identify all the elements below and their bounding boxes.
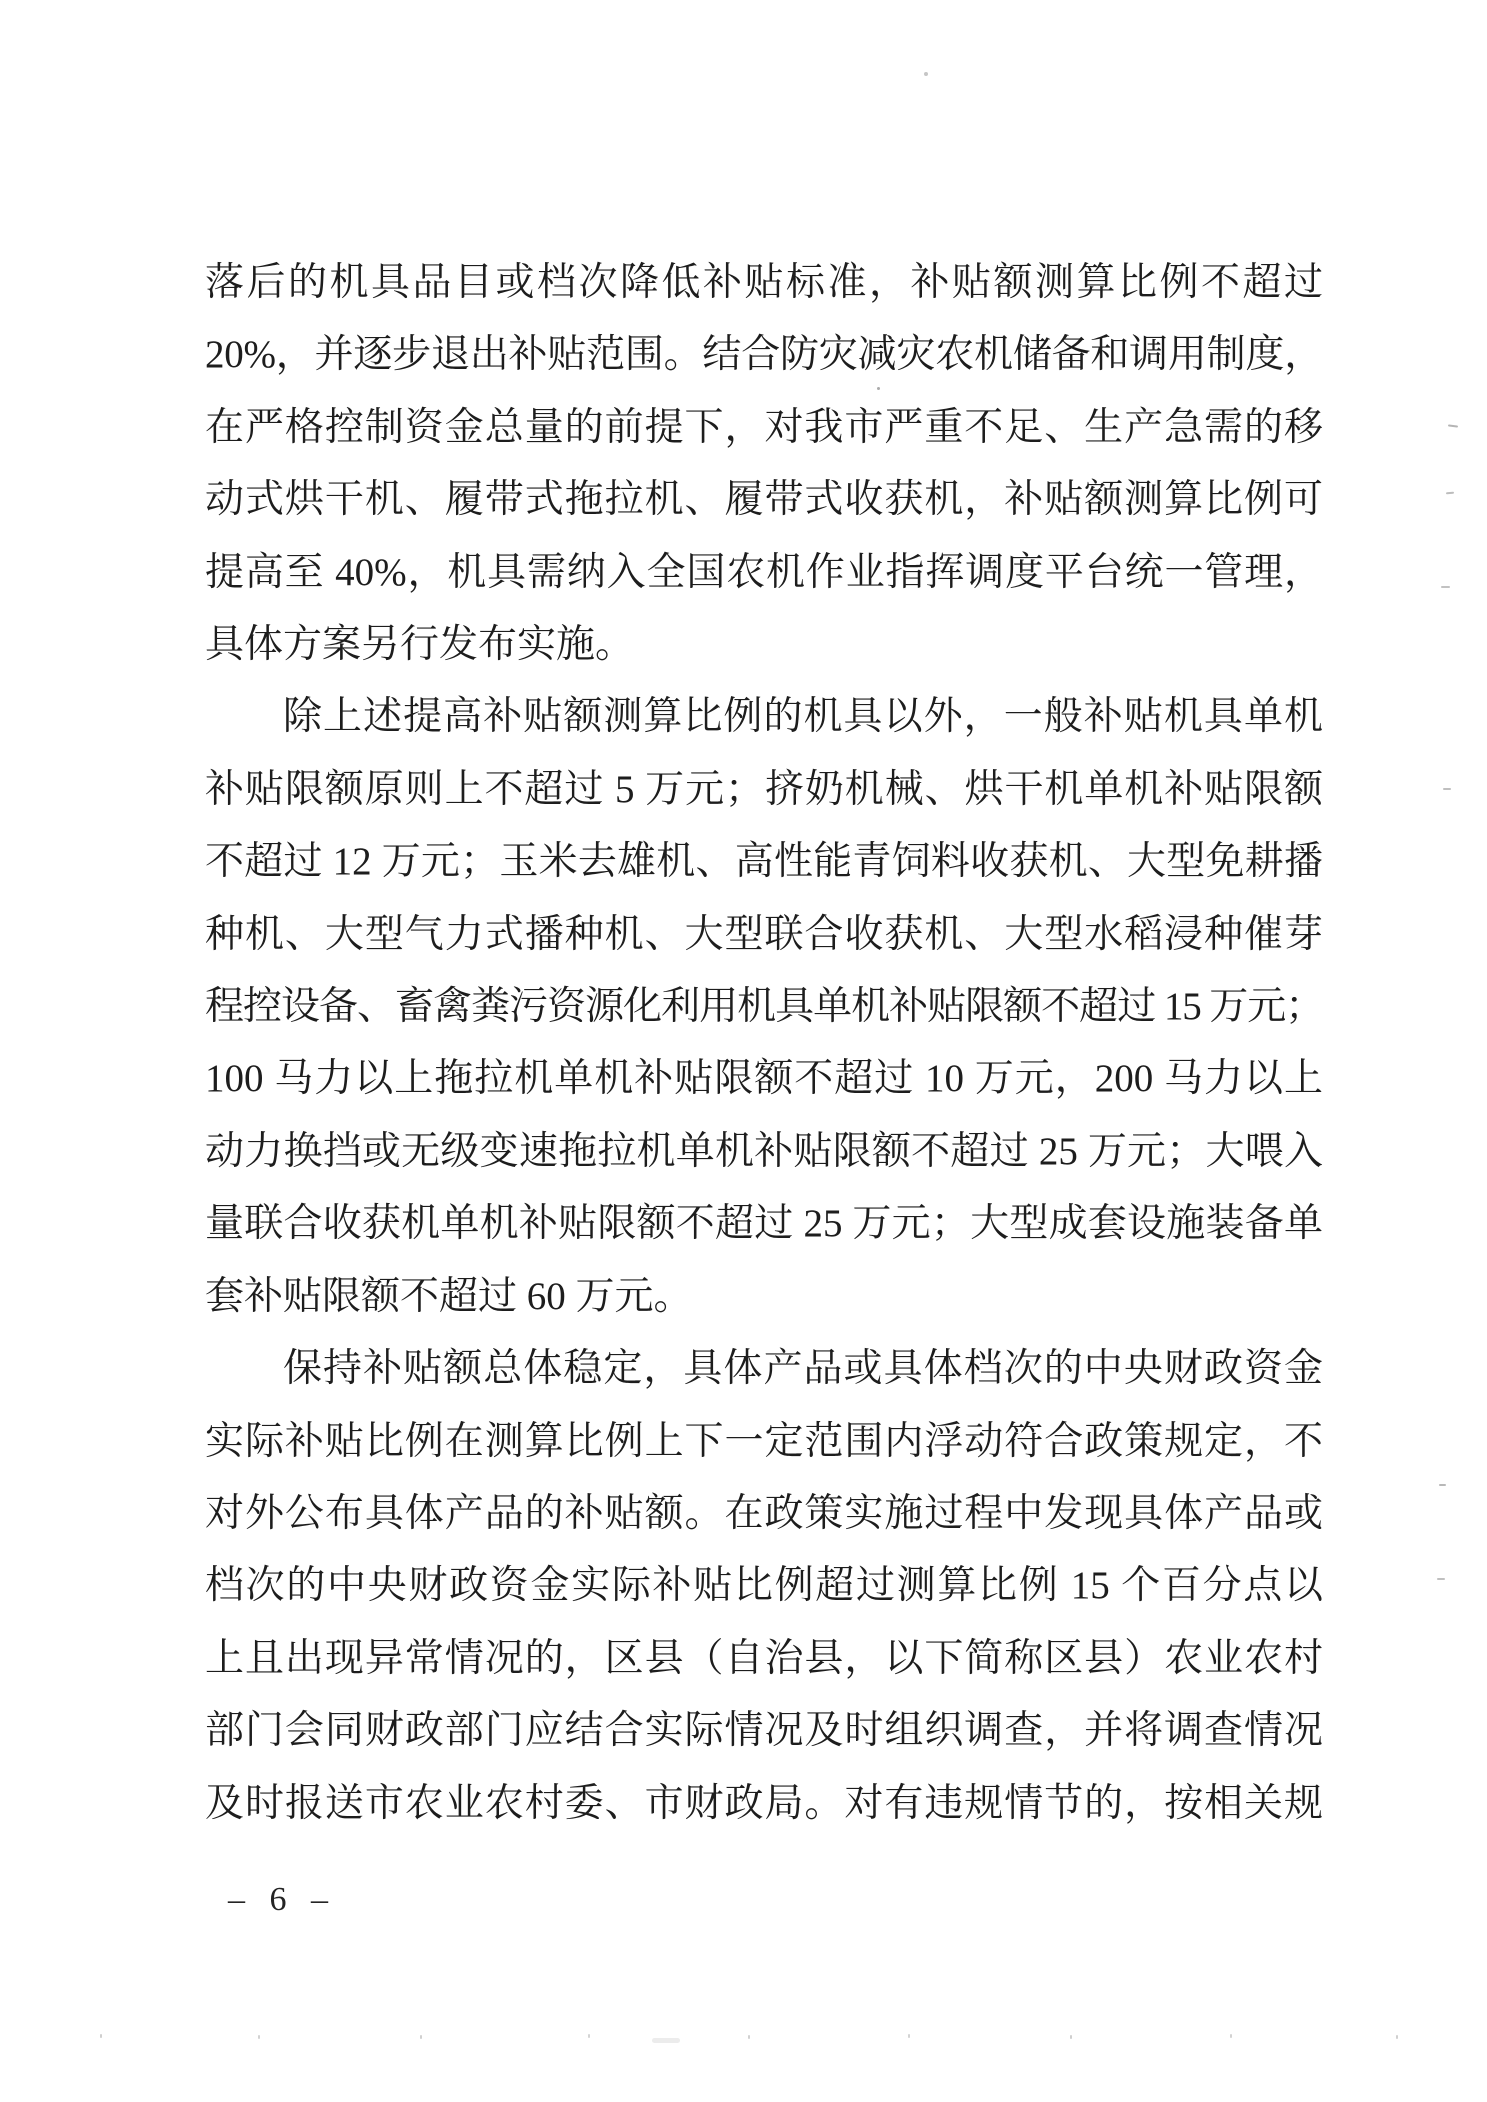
scan-artifact [1396,2035,1398,2039]
text-line: 动力换挡或无级变速拖拉机单机补贴限额不超过 25 万元；大喂入 [205,1129,1323,1173]
scan-artifact [1441,586,1450,588]
scan-artifact [258,2035,260,2039]
scan-artifact [100,2034,102,2038]
text-line: 部门会同财政部门应结合实际情况及时组织调查，并将调查情况 [205,1709,1323,1753]
text-line: 及时报送市农业农村委、市财政局。对有违规情节的，按相关规 [205,1781,1323,1825]
text-line: 动式烘干机、履带式拖拉机、履带式收获机，补贴额测算比例可 [205,478,1323,522]
text-line: 档次的中央财政资金实际补贴比例超过测算比例 15 个百分点以 [205,1564,1323,1608]
text-line: 种机、大型气力式播种机、大型联合收获机、大型水稻浸种催芽 [205,912,1323,956]
text-line: 实际补贴比例在测算比例上下一定范围内浮动符合政策规定，不 [205,1419,1323,1463]
text-line: 落后的机具品目或档次降低补贴标准，补贴额测算比例不超过 [205,261,1323,304]
scan-artifact [588,2034,590,2038]
text-line: 对外公布具体产品的补贴额。在政策实施过程中发现具体产品或 [205,1491,1323,1535]
scan-artifact [652,2038,680,2043]
text-line: 量联合收获机单机补贴限额不超过 25 万元；大型成套设施装备单 [205,1202,1323,1246]
scan-artifact [1230,2034,1232,2038]
text-line: 套补贴限额不超过 60 万元。 [205,1274,693,1318]
text-line: 除上述提高补贴额测算比例的机具以外，一般补贴机具单机 [283,695,1323,739]
text-line: 程控设备、畜禽粪污资源化利用机具单机补贴限额不超过 15 万元； [205,985,1323,1029]
text-line: 20%，并逐步退出补贴范围。结合防灾减灾农机储备和调用制度， [205,333,1323,377]
text-line: 保持补贴额总体稳定，具体产品或具体档次的中央财政资金 [283,1347,1323,1391]
text-line: 100 马力以上拖拉机单机补贴限额不超过 10 万元，200 马力以上 [205,1057,1323,1101]
text-line: 在严格控制资金总量的前提下，对我市严重不足、生产急需的移 [205,405,1323,449]
scan-artifact [1446,492,1454,495]
scan-artifact [1448,424,1458,427]
scan-artifact [420,2035,422,2039]
scan-artifact [1443,788,1451,790]
scan-artifact [1070,2035,1072,2039]
text-line: 上且出现异常情况的，区县（自治县，以下简称区县）农业农村 [205,1636,1323,1680]
page-number: – 6 – [228,1881,336,1918]
scan-artifact [1439,1484,1446,1486]
text-line: 具体方案另行发布实施。 [205,623,635,667]
scan-artifact [748,2035,750,2039]
text-line: 不超过 12 万元；玉米去雄机、高性能青饲料收获机、大型免耕播 [205,840,1323,884]
scan-artifact [924,72,928,76]
body-text [205,247,1323,1840]
text-line: 提高至 40%，机具需纳入全国农机作业指挥调度平台统一管理， [205,550,1323,594]
text-line: 补贴限额原则上不超过 5 万元；挤奶机械、烘干机单机补贴限额 [205,767,1323,811]
scan-artifact [1437,1578,1445,1580]
scan-artifact [908,2034,910,2038]
